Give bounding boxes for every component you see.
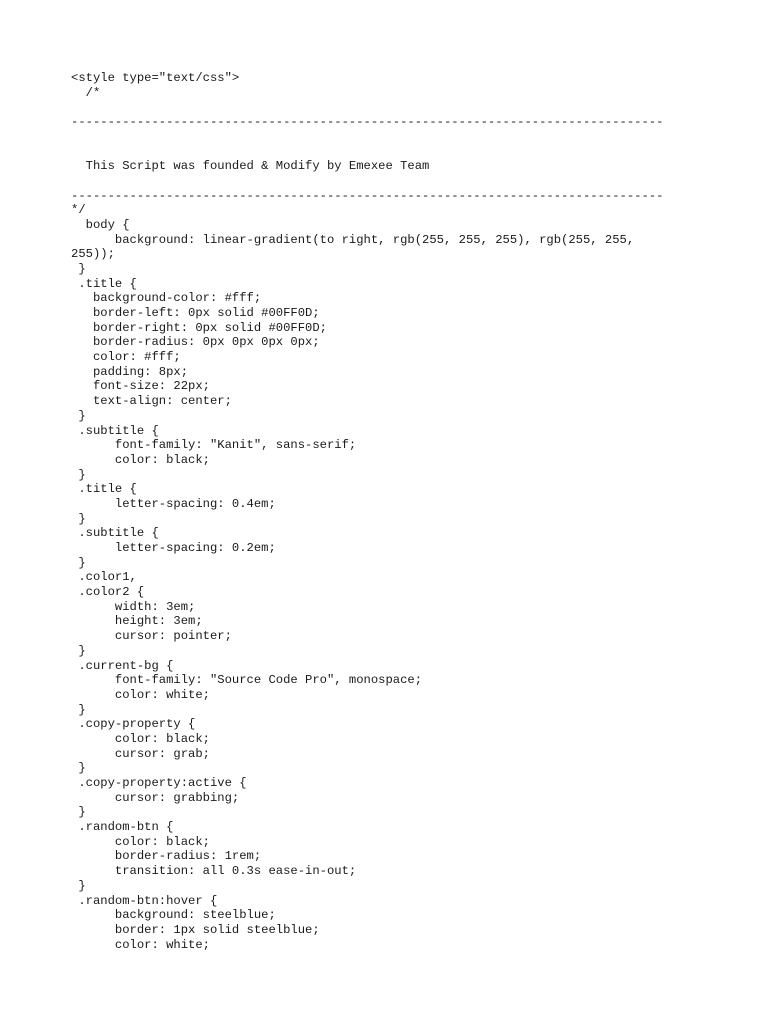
code-line: font-family: "Kanit", sans-serif; [71, 438, 357, 453]
code-line: text-align: center; [71, 394, 232, 409]
code-line [71, 144, 663, 159]
code-line: .title { [71, 482, 137, 497]
code-line: color: black; [71, 834, 210, 849]
code-line: } [71, 555, 86, 570]
code-line: body { [71, 217, 130, 232]
code-line: } [71, 511, 86, 526]
code-line: color: black; [71, 452, 210, 467]
code-line: /* [71, 85, 101, 100]
code-line: */ [71, 203, 86, 218]
code-line: background-color: #fff; [71, 291, 262, 306]
code-line: } [71, 643, 86, 658]
code-line [71, 174, 663, 189]
code-line: .color1, [71, 570, 137, 585]
code-line [71, 130, 663, 145]
code-line: color: #fff; [71, 350, 181, 365]
code-line: } [71, 761, 86, 776]
code-line: } [71, 467, 86, 482]
code-line: cursor: grab; [71, 746, 210, 761]
code-line: .subtitle { [71, 526, 159, 541]
code-line: color: black; [71, 731, 210, 746]
code-line: width: 3em; [71, 599, 196, 614]
code-line: border-radius: 0px 0px 0px 0px; [71, 335, 320, 350]
code-line: cursor: pointer; [71, 629, 232, 644]
code-line: font-size: 22px; [71, 379, 210, 394]
code-line: .copy-property { [71, 717, 196, 732]
code-line: .random-btn { [71, 820, 174, 835]
code-line: } [71, 702, 86, 717]
code-line: color: white; [71, 687, 210, 702]
code-line: .title { [71, 276, 137, 291]
code-line: } [71, 408, 86, 423]
code-line [71, 100, 663, 115]
code-line: .subtitle { [71, 423, 159, 438]
code-line: border-left: 0px solid #00FF0D; [71, 306, 320, 320]
code-line: .color2 { [71, 585, 145, 600]
code-line: } [71, 805, 86, 820]
code-line: transition: all 0.3s ease-in-out; [71, 864, 357, 879]
code-line: color: white; [71, 937, 210, 952]
code-line: .copy-property:active { [71, 776, 247, 790]
code-listing [71, 71, 663, 952]
code-line: padding: 8px; [71, 364, 189, 379]
code-line: <style type="text/css"> [71, 71, 240, 85]
code-line: .random-btn:hover { [71, 893, 218, 908]
code-line: } [71, 878, 86, 893]
code-line: font-family: "Source Code Pro", monospace; [71, 673, 423, 688]
code-line: background: steelblue; [71, 908, 276, 923]
code-line: } [71, 261, 86, 276]
code-line: --------------------------------------------------------------------------------- [71, 188, 664, 203]
code-line: --------------------------------------------------------------------------------- [71, 115, 664, 130]
code-line: letter-spacing: 0.2em; [71, 541, 276, 555]
code-line: border: 1px solid steelblue; [71, 922, 320, 937]
code-line: cursor: grabbing; [71, 790, 240, 805]
code-line: .current-bg { [71, 658, 174, 673]
code-line: background: linear-gradient(to right, rgb(255, 255, 255), rgb(255, 255, [71, 232, 635, 247]
code-line: border-radius: 1rem; [71, 849, 262, 864]
code-line: border-right: 0px solid #00FF0D; [71, 320, 327, 335]
code-line: 255)); [71, 247, 115, 262]
code-line: letter-spacing: 0.4em; [71, 496, 276, 511]
code-line: height: 3em; [71, 614, 203, 629]
code-line: This Script was founded & Modify by Emexee Team [71, 159, 430, 174]
